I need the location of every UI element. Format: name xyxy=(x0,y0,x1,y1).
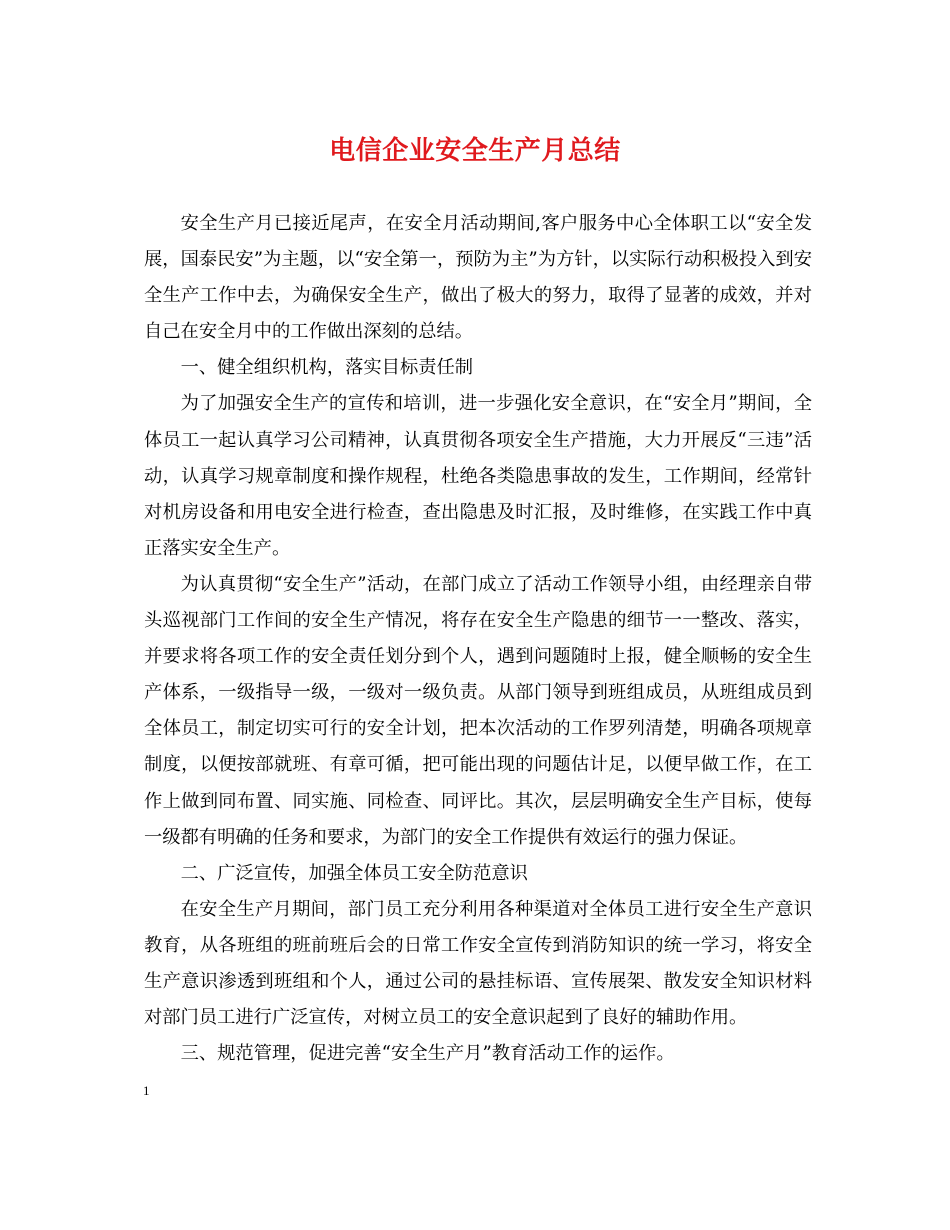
paragraph-section-2: 在安全生产月期间，部门员工充分利用各种渠道对全体员工进行安全生产意识教育，从各班组的班前班后会的日常工作安全宣传到消防知识的统一学习，将安全生产意识渗透到班组和个人，通过公司的悬挂标语、宣传展架、散发安全知识材料对部门员工进行广泛宣传，对树立员工的安全意识起到了良好的辅助作用。 xyxy=(144,898,812,1029)
section-heading-2: 二、广泛宣传，加强全体员工安全防范意识 xyxy=(180,862,528,884)
paragraph-section-1-a: 为了加强安全生产的宣传和培训，进一步强化安全意识，在“安全月”期间，全体员工一起认真学习公司精神，认真贯彻各项安全生产措施，大力开展反“三违”活动，认真学习规章制度和操作规程，杜绝各类隐患事故的发生，工作期间，经常针对机房设备和用电安全进行检查，查出隐患及时汇报，及时维修，在实践工作中真正落实安全生产。 xyxy=(144,393,812,559)
document-title: 电信企业安全生产月总结 xyxy=(329,136,621,166)
paragraph-section-1-b: 为认真贯彻“安全生产”活动，在部门成立了活动工作领导小组，由经理亲自带头巡视部门工作间的安全生产情况，将存在安全生产隐患的细节一一整改、落实，并要求将各项工作的安全责任划分到个人，遇到问题随时上报，健全顺畅的安全生产体系，一级指导一级，一级对一级负责。从部门领导到班组成员，从班组成员到全体员工，制定切实可行的安全计划，把本次活动的工作罗列清楚，明确各项规章制度，以便按部就班、有章可循，把可能出现的问题估计足，以便早做工作，在工作上做到同布置、同实施、同检查、同评比。其次，层层明确安全生产目标，使每一级都有明确的任务和要求，为部门的安全工作提供有效运行的强力保证。 xyxy=(144,573,812,848)
section-heading-1: 一、健全组织机构，落实目标责任制 xyxy=(180,357,474,379)
paragraph-intro: 安全生产月已接近尾声，在安全月活动期间,客户服务中心全体职工以“安全发展，国泰民安”为主题，以“安全第一，预防为主”为方针，以实际行动积极投入到安全生产工作中去，为确保安全生产，做出了极大的努力，取得了显著的成效，并对自己在安全月中的工作做出深刻的总结。 xyxy=(144,213,812,343)
document-body xyxy=(144,206,812,1072)
section-heading-3: 三、规范管理，促进完善“安全生产月”教育活动工作的运作。 xyxy=(180,1043,675,1065)
page-number: 1 xyxy=(143,1083,150,1098)
